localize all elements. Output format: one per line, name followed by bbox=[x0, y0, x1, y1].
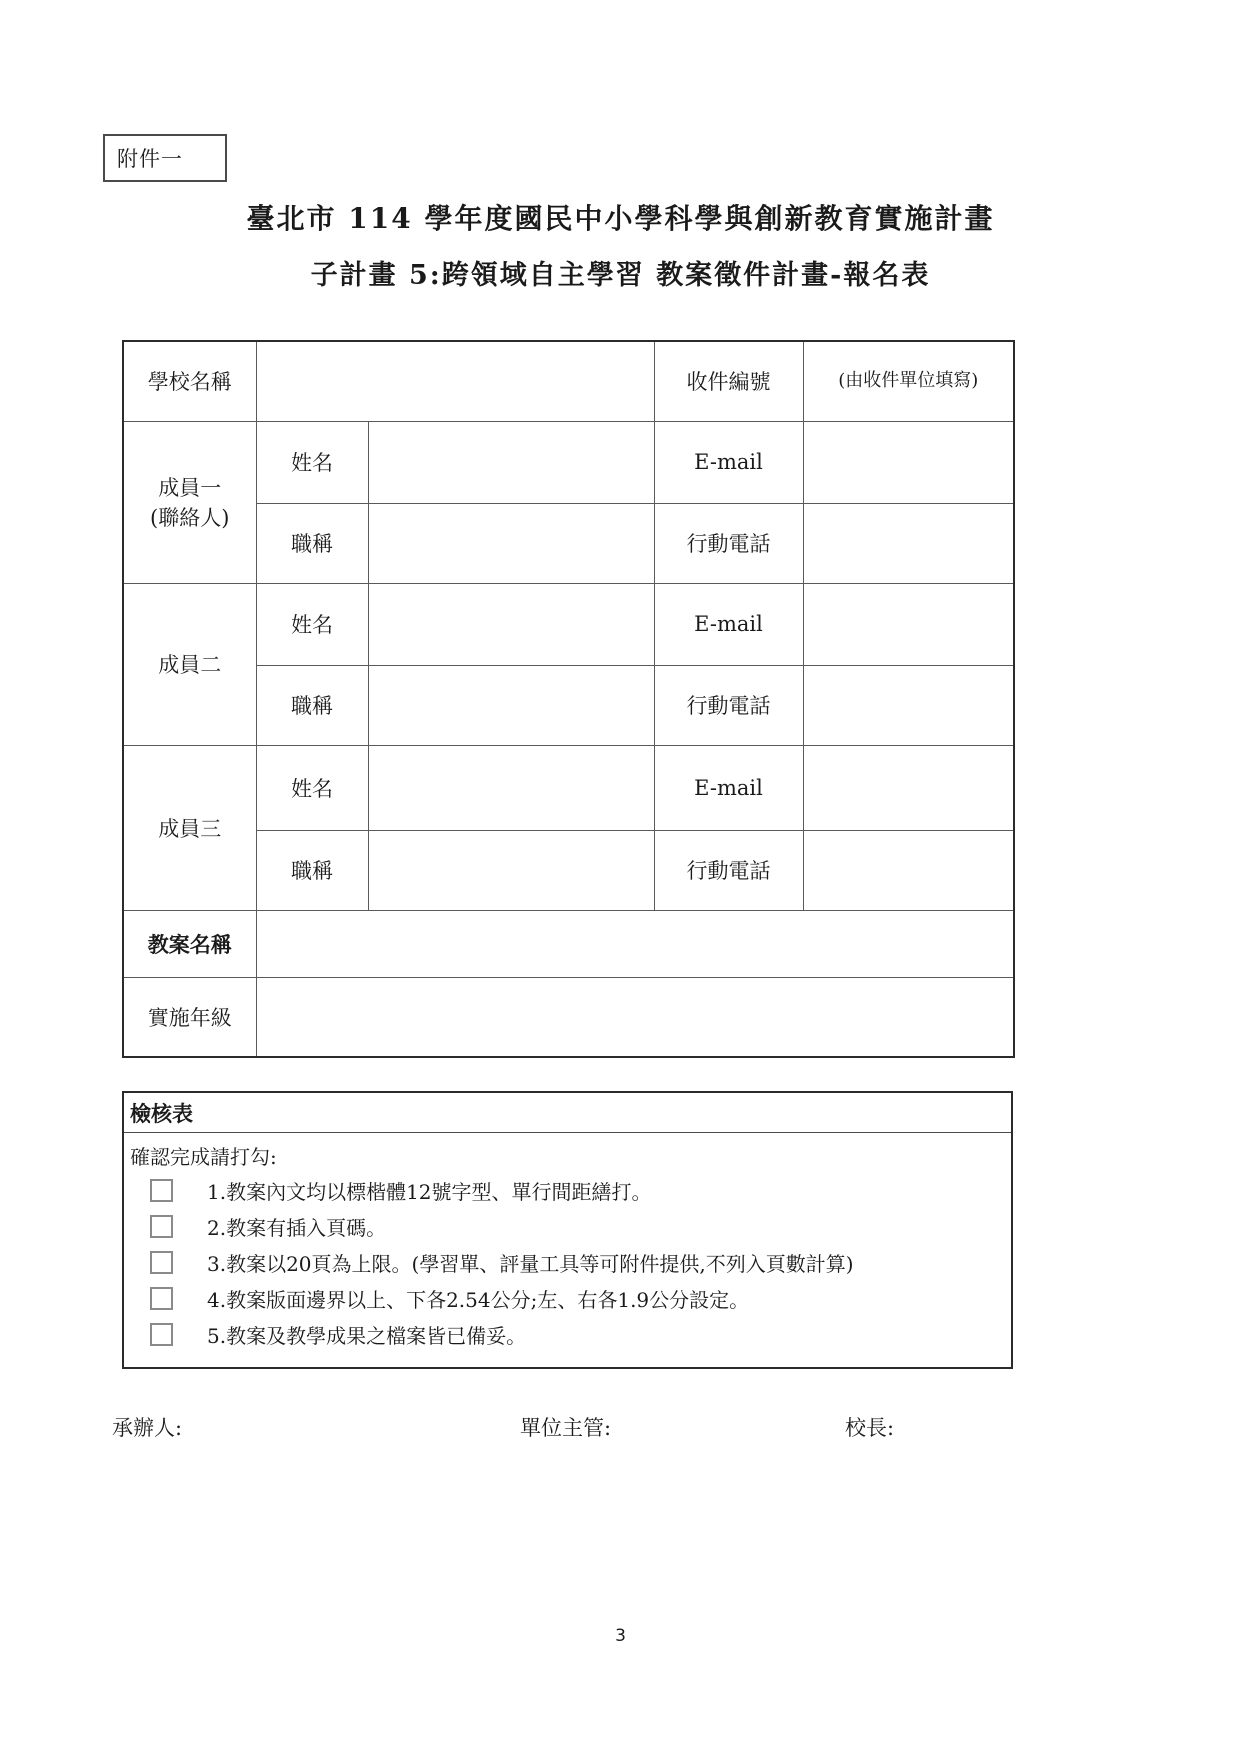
member2-jobtitle-input-cell[interactable] bbox=[368, 665, 654, 745]
school-name-input-cell[interactable] bbox=[256, 341, 654, 421]
attachment-label-box bbox=[103, 134, 227, 182]
checklist-item-text-4: 4.教案版面邊界以上、下各2.54公分;左、右各1.9公分設定。 bbox=[207, 1287, 750, 1312]
member1-email-input-cell[interactable] bbox=[803, 421, 1014, 503]
member2-email-label: E-mail bbox=[654, 583, 803, 665]
checklist-item bbox=[124, 1208, 1011, 1244]
member1-mobile-label: 行動電話 bbox=[654, 503, 803, 583]
member3-email-input-cell[interactable] bbox=[803, 745, 1014, 830]
checklist-checkbox-4[interactable] bbox=[150, 1287, 173, 1310]
grade-level-input-cell[interactable] bbox=[256, 977, 1014, 1057]
member1-name-label: 姓名 bbox=[256, 421, 368, 503]
receipt-note: (由收件單位填寫) bbox=[838, 370, 979, 392]
signature-row bbox=[0, 1412, 1241, 1442]
member3-mobile-label: 行動電話 bbox=[654, 830, 803, 910]
member1-name-input-cell[interactable] bbox=[368, 421, 654, 503]
member2-jobtitle-label: 職稱 bbox=[256, 665, 368, 745]
member2-mobile-label: 行動電話 bbox=[654, 665, 803, 745]
checklist-checkbox-1[interactable] bbox=[150, 1179, 173, 1202]
page-number: 3 bbox=[615, 1626, 626, 1646]
member2-name-input-cell[interactable] bbox=[368, 583, 654, 665]
member1-jobtitle-label: 職稱 bbox=[256, 503, 368, 583]
registration-form-table bbox=[122, 340, 1015, 1058]
checklist-header: 檢核表 bbox=[124, 1093, 1011, 1133]
checklist-instruction: 確認完成請打勾: bbox=[130, 1145, 277, 1169]
member1-jobtitle-input-cell[interactable] bbox=[368, 503, 654, 583]
member2-mobile-input-cell[interactable] bbox=[803, 665, 1014, 745]
handler-signature-label: 承辦人: bbox=[112, 1416, 183, 1440]
checklist-item-text-5: 5.教案及教學成果之檔案皆已備妥。 bbox=[207, 1323, 527, 1348]
page-subtitle: 子計畫 5:跨領域自主學習 教案徵件計畫-報名表 bbox=[310, 260, 931, 291]
receipt-number-label: 收件編號 bbox=[654, 341, 803, 421]
checklist-box bbox=[122, 1091, 1013, 1369]
member3-name-label: 姓名 bbox=[256, 745, 368, 830]
checklist-item bbox=[124, 1316, 1011, 1352]
member1-mobile-input-cell[interactable] bbox=[803, 503, 1014, 583]
member3-label-cell bbox=[123, 745, 256, 910]
school-name-label: 學校名稱 bbox=[123, 341, 256, 421]
member2-email-input-cell[interactable] bbox=[803, 583, 1014, 665]
checklist-checkbox-2[interactable] bbox=[150, 1215, 173, 1238]
checklist-item bbox=[124, 1244, 1011, 1280]
checklist-item bbox=[124, 1172, 1011, 1208]
checklist-item-text-1: 1.教案內文均以標楷體12號字型、單行間距繕打。 bbox=[207, 1179, 652, 1204]
member2-label-cell bbox=[123, 583, 256, 745]
member2-label: 成員二 bbox=[158, 653, 222, 677]
member1-label: 成員一 bbox=[158, 476, 222, 500]
receipt-number-input-cell[interactable] bbox=[803, 341, 1014, 421]
member1-sublabel: (聯絡人) bbox=[150, 506, 230, 530]
lesson-plan-name-input-cell[interactable] bbox=[256, 910, 1014, 977]
member2-name-label: 姓名 bbox=[256, 583, 368, 665]
checklist-item-text-2: 2.教案有插入頁碼。 bbox=[207, 1215, 387, 1240]
attachment-label: 附件一 bbox=[117, 147, 183, 171]
checklist-checkbox-5[interactable] bbox=[150, 1323, 173, 1346]
principal-signature-label: 校長: bbox=[845, 1416, 895, 1440]
member1-email-label: E-mail bbox=[654, 421, 803, 503]
member3-jobtitle-input-cell[interactable] bbox=[368, 830, 654, 910]
member3-jobtitle-label: 職稱 bbox=[256, 830, 368, 910]
member3-email-label: E-mail bbox=[654, 745, 803, 830]
member1-label-cell bbox=[123, 421, 256, 583]
supervisor-signature-label: 單位主管: bbox=[520, 1416, 612, 1440]
member3-mobile-input-cell[interactable] bbox=[803, 830, 1014, 910]
lesson-plan-name-label: 教案名稱 bbox=[123, 910, 256, 977]
grade-level-label: 實施年級 bbox=[123, 977, 256, 1057]
checklist-checkbox-3[interactable] bbox=[150, 1251, 173, 1274]
checklist-item bbox=[124, 1280, 1011, 1316]
member3-name-input-cell[interactable] bbox=[368, 745, 654, 830]
checklist-item-text-3: 3.教案以20頁為上限。(學習單、評量工具等可附件提供,不列入頁數計算) bbox=[207, 1251, 854, 1276]
member3-label: 成員三 bbox=[158, 816, 222, 841]
page-title: 臺北市 114 學年度國民中小學科學與創新教育實施計畫 bbox=[246, 202, 995, 235]
